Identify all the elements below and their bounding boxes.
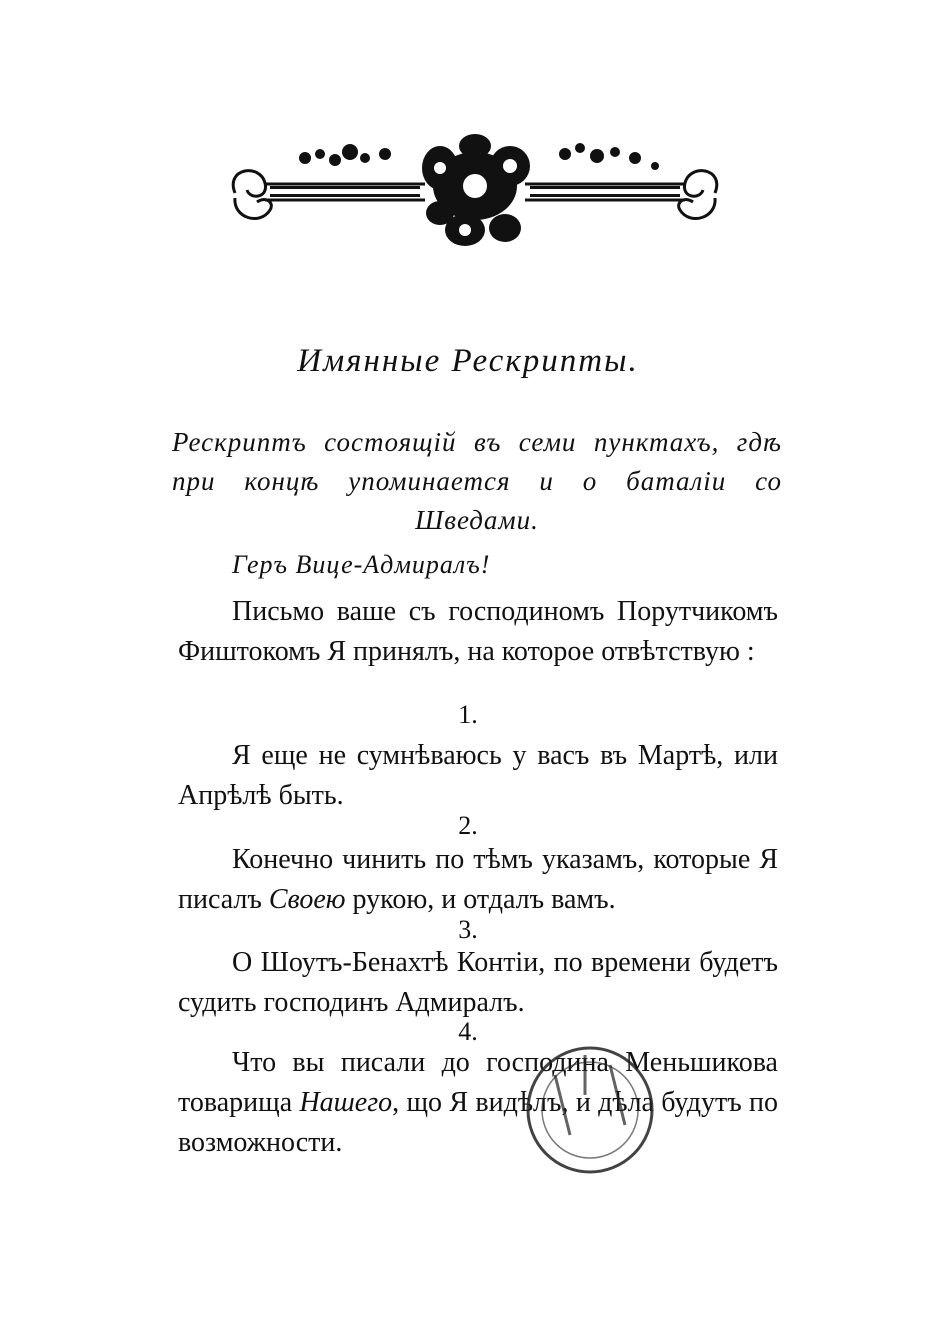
- item-number-4: 4.: [458, 1017, 478, 1046]
- item-text-4b: , що Я видѣлъ, и дѣла будутъ по возможности.: [178, 1087, 778, 1158]
- intro-text: Письмо ваше съ господиномъ Порутчикомъ Фиштокомъ Я принялъ, на которое отвѣтствую :: [178, 596, 778, 667]
- floral-headpiece-icon: [225, 128, 725, 263]
- item-text-2a: Конечно чинить по тѣмъ указамъ, которые Я писалъ: [178, 844, 778, 915]
- item-text-3: О Шоутъ-Бенахтѣ Контіи, по времени будетъ судить господинъ Адмиралъ.: [178, 947, 778, 1018]
- item-text-4-italic: Нашего: [299, 1087, 393, 1118]
- page-title: Имянные Рескрипты.: [297, 343, 639, 379]
- library-stamp-icon: [515, 1035, 665, 1185]
- item-number-2: 2.: [458, 811, 478, 840]
- intro-paragraph: [178, 592, 778, 672]
- salutation: Геръ Вице-Адмиралъ!: [232, 550, 491, 579]
- item-text-1: Я еще не сумнѣваюсь у васъ въ Мартѣ, или Апрѣлѣ быть.: [178, 740, 778, 811]
- item-text-2-italic: Своею: [268, 884, 346, 915]
- item-number-1: 1.: [458, 700, 478, 729]
- item-text-4a: Что вы писали до господина Меньшикова товарища: [178, 1047, 778, 1118]
- item-number-3: 3.: [458, 915, 478, 944]
- item-text-2b: рукою, и отдалъ вамъ.: [345, 884, 616, 915]
- item-paragraph-3: [178, 943, 778, 1023]
- rescript-summary: Рескриптъ состоящій въ семи пунктахъ, гдѣ при концѣ упоминается и о баталіи со Шведами.: [172, 427, 782, 535]
- item-paragraph-4: [178, 1043, 778, 1163]
- item-paragraph-2: [178, 840, 778, 920]
- item-paragraph-1: [178, 736, 778, 816]
